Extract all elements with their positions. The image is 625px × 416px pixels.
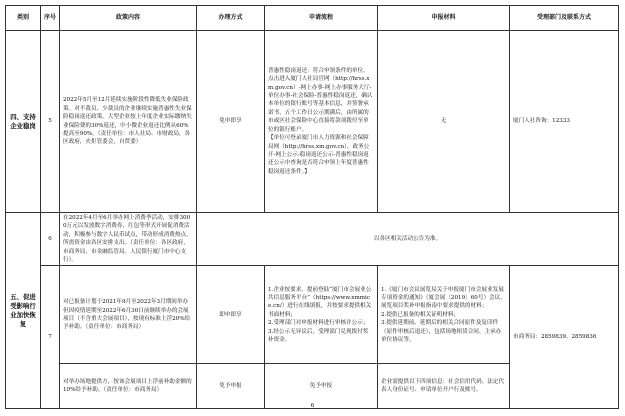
method-cell: 免申即享 (197, 31, 265, 213)
policy-cell: 在2022年4月至6月举办网上消费季活动，安排3000万元以发放数字消费券、红包等形式开展促消费活动，积极参与数字人民币试点，带动形成消费热点，所需资金由各区安排支出。（责任单位：各区政府，市商务局，市金融监管局、人民银行厦门市中心支行）。 (60, 213, 197, 266)
header-materials: 申报材料 (378, 6, 510, 31)
policy-cell: 对举办场地提供方，按该会展项目上浮前补助金额的10%给予补助。（责任单位：市商务局） (60, 364, 197, 409)
table-row (6, 31, 619, 213)
contact-cell: 市商务局：2859839、2859836 (510, 266, 619, 409)
header-process: 申请流程 (265, 6, 378, 31)
header-no: 序号 (41, 6, 60, 31)
method-cell: 免予申报 (197, 364, 265, 409)
category-cell: 五、促进受影响行业加快恢复 (6, 213, 41, 409)
policy-cell: 对已报备计划于2021年9月至2022年3月期间举办但因疫情延期至2022年6月30日前继续举办的会展项目（不含重大会展项目），按现有标准上浮20%给予补助。（责任单位：市商务局） (60, 266, 197, 364)
row-no: 6 (41, 213, 60, 266)
materials-cell: 无 (378, 31, 510, 213)
table-row (6, 266, 619, 364)
process-cell (265, 31, 378, 213)
materials-cell: 企业需提供以下四项信息：社会信用代码、法定代表人身份证号、申请单位开户行及账号。 (378, 364, 510, 409)
method-cell: 即申即享 (197, 266, 265, 364)
policy-table (5, 5, 619, 409)
category-cell: 四、支持企业稳岗 (6, 31, 41, 213)
process-cell: 免予申报 (265, 364, 378, 409)
process-cell: 1.企业按要求，提前登陆“厦门市会展业公共信息服务平台”（https://www.xmmice.cn/）进行在线填报，并按要求提供相关书面材料； 2.受理部门对申报材料进行审核并公示； 3.经公示无异议后，受理部门兑现拨付奖补资金。 (265, 266, 378, 364)
header-category: 类别 (6, 6, 41, 31)
header-policy: 政策内容 (60, 6, 197, 31)
header-method: 办理方式 (197, 6, 265, 31)
process-text: 普惠性稳岗返还：符合申领条件的单位，点击进入厦门人社局官网（http://hrss.xm.gov.cn）-网上办事-网上办事服务大厅-单位办事-社会保险-普惠性稳岗返还，确认本单位的银行账号等基本信息，并签署承诺书，五个工作日公示期满后，由所属的市或区社会保险中心直接将款项拨付至单位的银行账户。 (268, 67, 373, 133)
policy-cell: 2022年5月至12月延续实施阶段性降低失业保险政策。对不裁员、少裁员的企业继续实施普惠性失业保险稳岗返还政策，大型企业按上年度企业实际缴纳失业保险费的30%返还，中小微企业返还比例从60%提高至90%。（责任单位：市人社局、市财政局，各区政府，火炬管委会，自贸委） (60, 31, 197, 213)
row-no: 7 (41, 266, 60, 409)
note-cell: 以各区相关活动公告为准。 (197, 213, 619, 266)
row-no: 5 (41, 31, 60, 213)
contact-cell: 厦门人社咨询：12333 (510, 31, 619, 213)
header-contact: 受理部门及联系方式 (510, 6, 619, 31)
table-row (6, 213, 619, 266)
materials-cell: 1.《厦门市会议展览局关于申报厦门市会展业发展专项资金的通知》（厦会展〔2019〕60号）会议、展览项目奖补申报指南中要求提供的材料； 2.提供已报备的相关证明材料； 3.提供延期前、延期后的相关合同原件及复印件（原件审核后退还），包括场地租赁合同、主承办单位协议等。 (378, 266, 510, 364)
page-number: 6 (310, 403, 315, 409)
process-note: 【单位可登录厦门市人力资源和社会保障局网（http://hrss.xm.gov.cn），政务公开-网上公示-稳岗返还公示-普惠性稳岗返还公示中查询是否符合申领上年度普惠性稳岗返还条件。】 (268, 135, 370, 175)
header-row (6, 6, 619, 31)
